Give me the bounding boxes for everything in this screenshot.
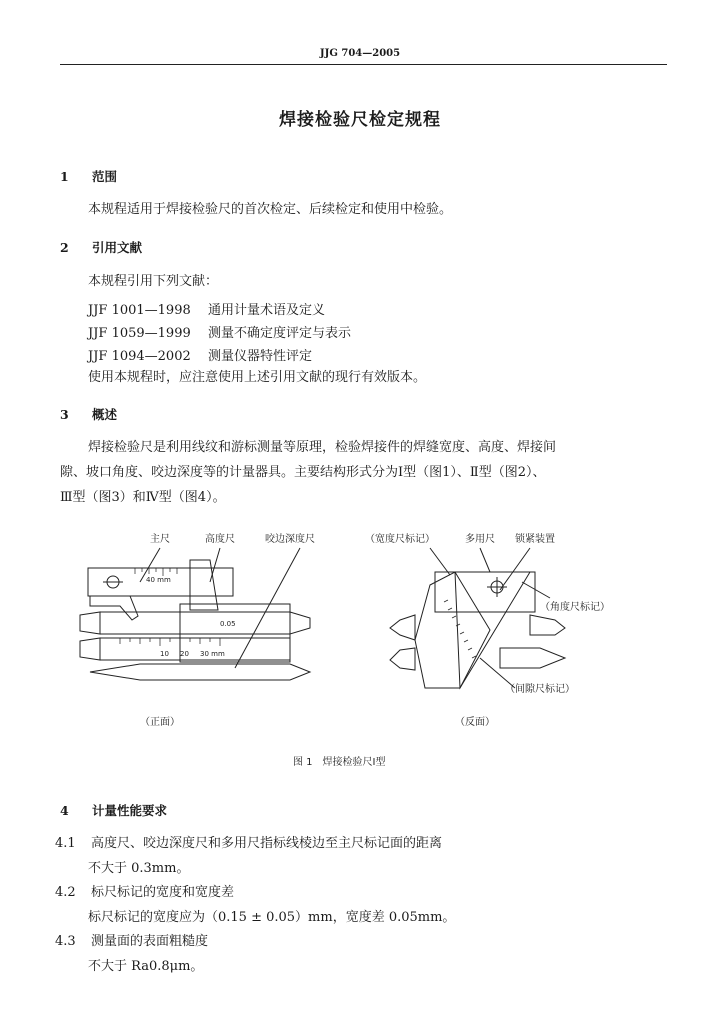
section-1-heading [60, 167, 117, 185]
section-3-line2: 隙、坡口角度、咬边深度等的计量器具。主要结构形式分为Ⅰ型（图1）、Ⅱ型（图2）、 [60, 465, 546, 480]
clause-4-2-text: 标尺标记的宽度应为（0.15 ± 0.05）mm，宽度差 0.05mm。 [88, 910, 456, 925]
clause-number: 4.1 [55, 836, 76, 851]
label-angle-mark: （角度尺标记） [540, 602, 610, 613]
scale-bottom-mm: 30 mm [200, 650, 225, 658]
page-header: JJG 704—2005 [319, 48, 401, 59]
section-title: 引用文献 [92, 240, 143, 255]
section-title: 范围 [92, 169, 118, 184]
label-main-ruler: 主尺 [150, 534, 170, 545]
section-4-heading [60, 801, 167, 819]
reference-name: 测量仪器特性评定 [208, 349, 313, 364]
section-3-line3: Ⅲ型（图3）和Ⅳ型（图4）。 [60, 490, 226, 505]
reference-item [88, 322, 351, 341]
reference-code: JJF 1059—1999 [88, 326, 191, 341]
page-title: 焊接检验尺检定规程 [279, 110, 441, 130]
back-view-drawing [390, 548, 565, 688]
front-view-drawing [80, 548, 310, 680]
figure-caption: 图 1 焊接检验尺Ⅰ型 [293, 757, 386, 768]
reference-name: 通用计量术语及定义 [208, 303, 326, 318]
section-2-note: 使用本规程时，应注意使用上述引用文献的现行有效版本。 [88, 370, 427, 385]
clause-4-1-heading [55, 832, 442, 856]
clause-4-2-heading [55, 881, 234, 905]
section-3-heading [60, 405, 117, 423]
scale-top-mm: 40 mm [146, 576, 171, 584]
label-undercut-ruler: 咬边深度尺 [265, 534, 315, 545]
section-2-heading [60, 238, 142, 256]
section-3-line1: 焊接检验尺是利用线纹和游标测量等原理，检验焊接件的焊缝宽度、高度、焊接间 [88, 440, 557, 455]
figure-1 [60, 520, 680, 770]
caption-front: （正面） [140, 717, 180, 728]
clause-4-1-text: 不大于 0.3mm。 [88, 861, 190, 876]
section-number: 1 [60, 169, 69, 184]
label-multi-ruler: 多用尺 [465, 534, 495, 545]
section-number: 3 [60, 407, 69, 422]
reference-code: JJF 1001—1998 [88, 303, 191, 318]
label-lock: 锁紧装置 [515, 534, 555, 545]
label-width-mark: （宽度尺标记） [365, 534, 435, 545]
section-2-intro: 本规程引用下列文献： [88, 274, 219, 289]
section-number: 4 [60, 803, 69, 818]
section-title: 概述 [92, 407, 118, 422]
clause-4-3-heading [55, 930, 208, 954]
header-rule [60, 64, 667, 65]
scale-tick-10: 10 [160, 650, 169, 658]
section-title: 计量性能要求 [92, 803, 168, 818]
reference-item [88, 299, 325, 318]
section-number: 2 [60, 240, 69, 255]
clause-title: 测量面的表面粗糙度 [91, 934, 209, 949]
label-height-ruler: 高度尺 [205, 534, 235, 545]
reference-name: 测量不确定度评定与表示 [208, 326, 352, 341]
scale-tick-20: 20 [180, 650, 189, 658]
clause-4-3-text: 不大于 Ra0.8μm。 [88, 959, 204, 974]
clause-number: 4.2 [55, 885, 76, 900]
scale-mid-value: 0.05 [220, 620, 236, 628]
reference-code: JJF 1094—2002 [88, 349, 191, 364]
clause-number: 4.3 [55, 934, 76, 949]
section-1-text: 本规程适用于焊接检验尺的首次检定、后续检定和使用中检验。 [88, 202, 453, 217]
caption-back: （反面） [455, 717, 495, 728]
clause-title: 标尺标记的宽度和宽度差 [91, 885, 235, 900]
reference-item [88, 345, 312, 364]
clause-title: 高度尺、咬边深度尺和多用尺指标线棱边至主尺标记面的距离 [91, 836, 443, 851]
label-gap-mark: （间隙尺标记） [505, 684, 575, 695]
